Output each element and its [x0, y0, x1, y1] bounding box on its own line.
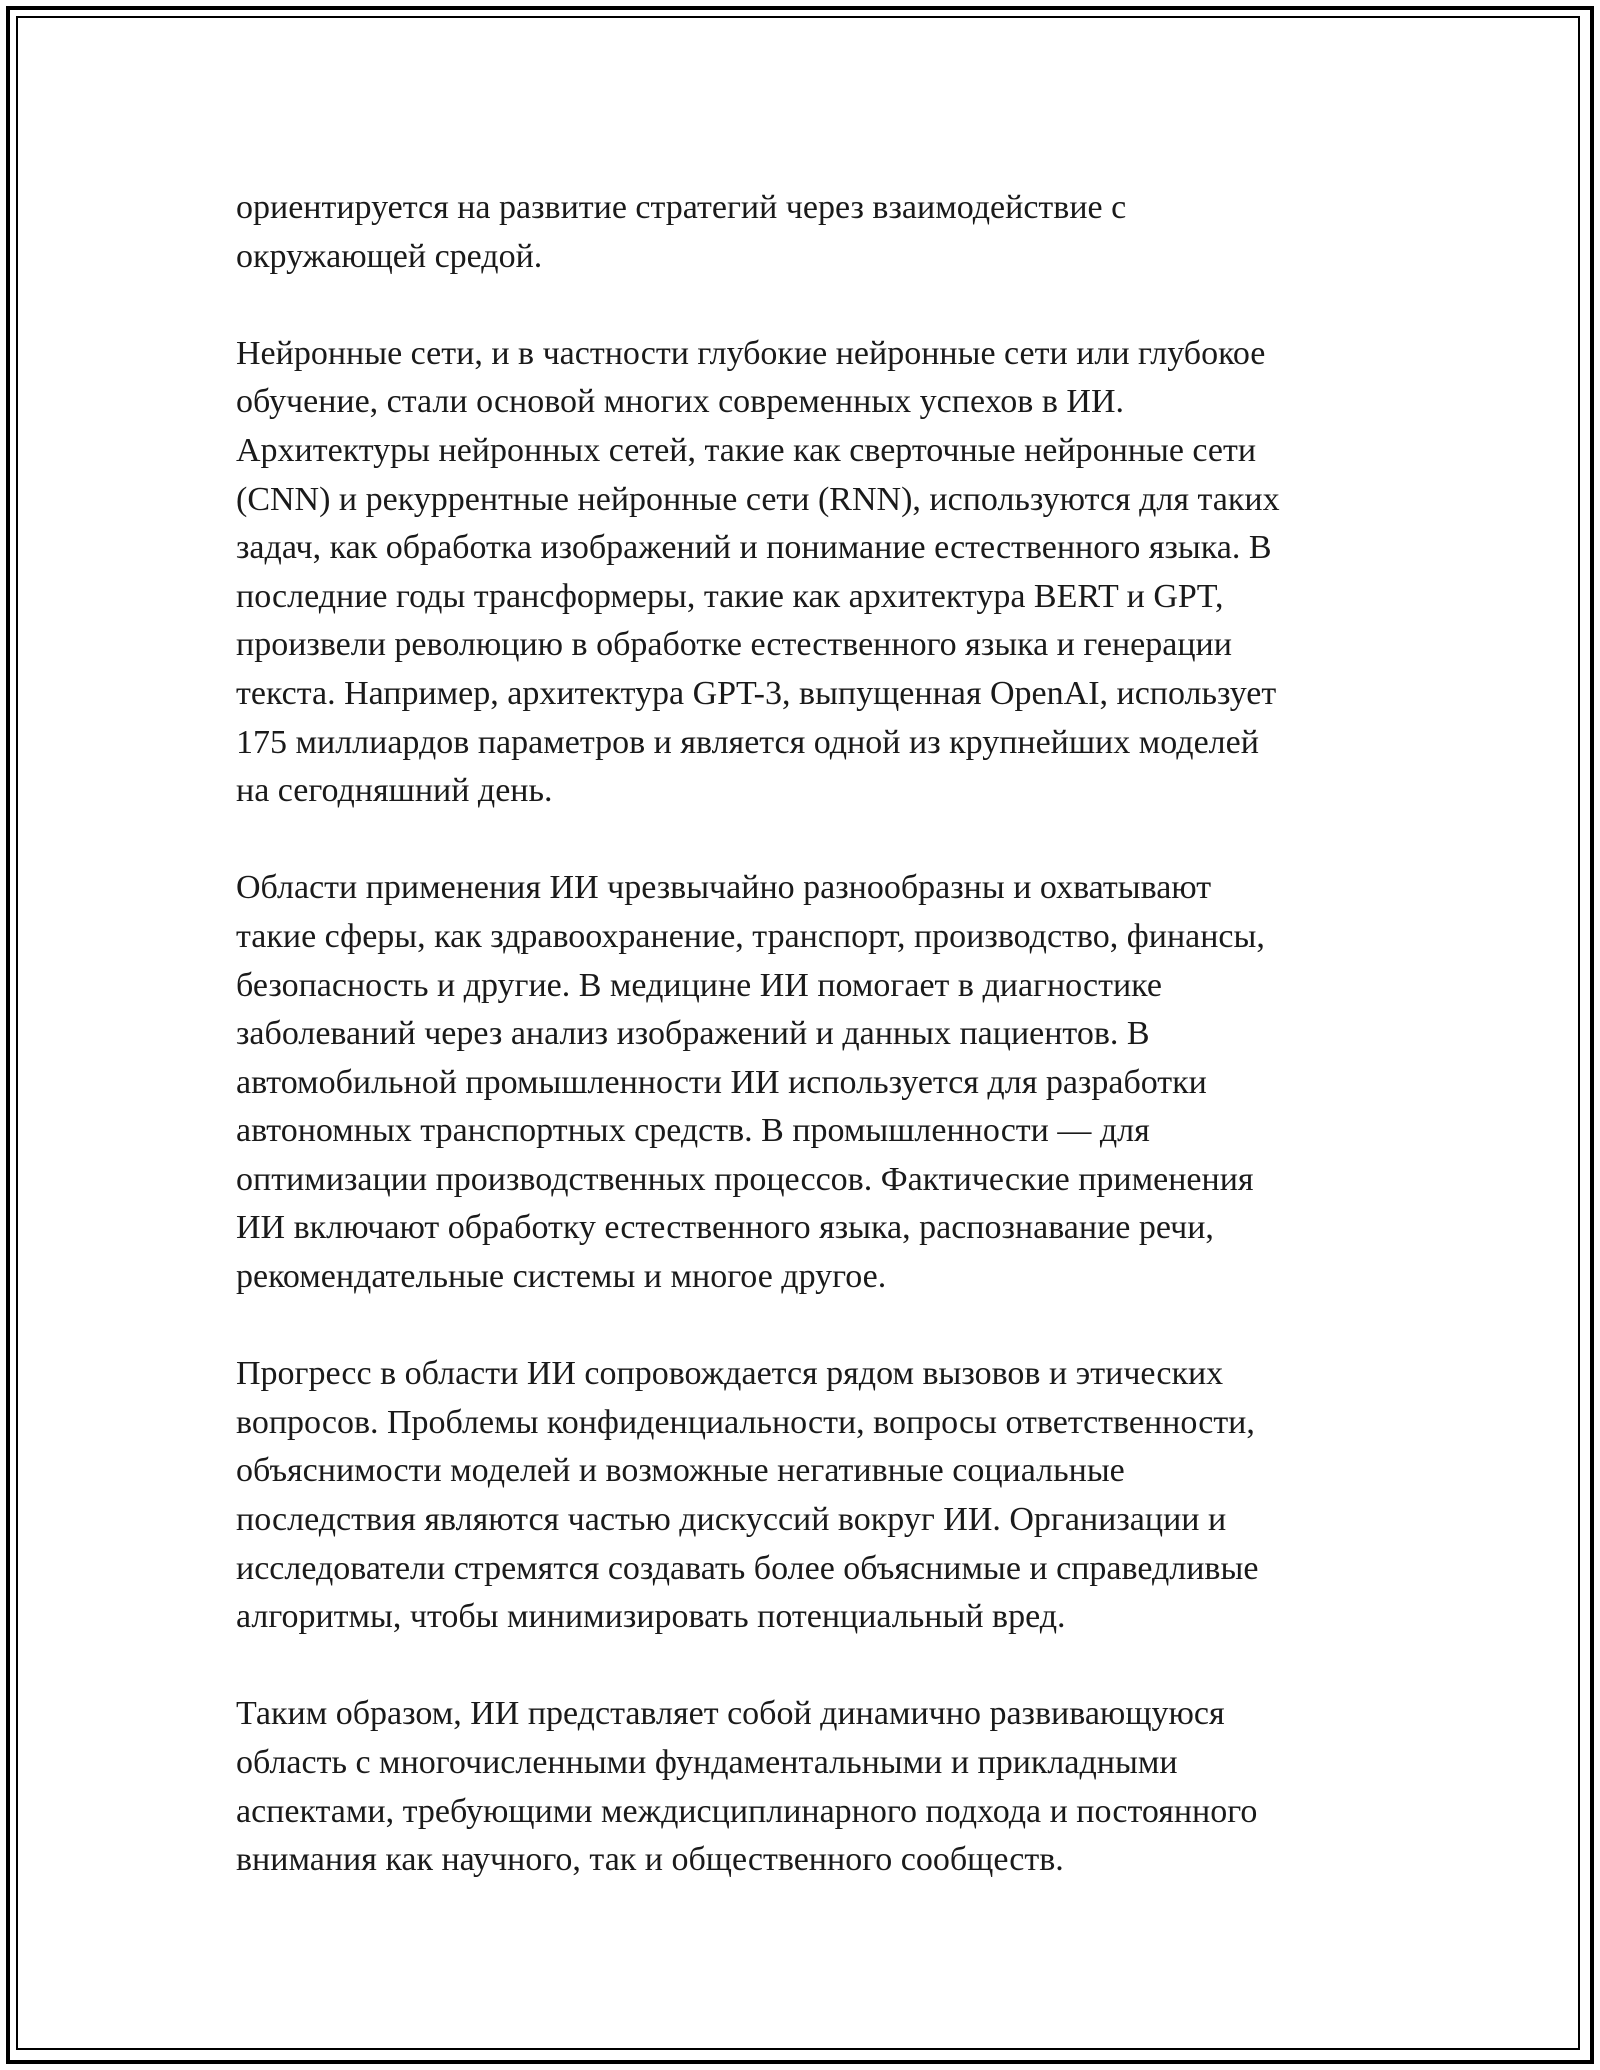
text-line: оптимизации производственных процессов. Фактические применения [236, 1160, 1254, 1198]
text-line: Нейронные сети, и в частности глубокие нейронные сети или глубокое [236, 334, 1266, 372]
text-line: рекомендательные системы и многое другое. [236, 1258, 887, 1296]
text-line: Области применения ИИ чрезвычайно разнообразны и охватывают [236, 869, 1212, 907]
text-line: область с многочисленными фундаментальными и прикладными [236, 1744, 1178, 1781]
text-line: объяснимости моделей и возможные негативные социальные [236, 1452, 1125, 1490]
text-line: вопросов. Проблемы конфиденциальности, вопросы ответственности, [236, 1403, 1255, 1441]
text-line: 175 миллиардов параметров и является одной из крупнейших моделей [236, 723, 1259, 761]
text-line: последствия являются частью дискуссий вокруг ИИ. Организации и [236, 1501, 1227, 1539]
paragraph-4 [236, 1350, 1386, 1642]
text-line: окружающей средой. [236, 237, 543, 275]
paragraph-2 [236, 330, 1386, 816]
text-line: произвели революцию в обработке естественного языка и генерации [236, 626, 1232, 664]
text-line: ИИ включают обработку естественного языка, распознавание речи, [236, 1209, 1214, 1247]
text-line: обучение, стали основой многих современных успехов в ИИ. [236, 383, 1125, 421]
text-line: ориентируется на развитие стратегий через взаимодействие с [236, 189, 1127, 226]
document-body [236, 184, 1386, 1933]
text-line: алгоритмы, чтобы минимизировать потенциальный вред. [236, 1598, 1066, 1636]
text-line: безопасность и другие. В медицине ИИ помогает в диагностике [236, 966, 1162, 1004]
text-line: последние годы трансформеры, такие как архитектура BERT и GPT, [236, 577, 1224, 615]
text-line: заболеваний через анализ изображений и данных пациентов. В [236, 1015, 1150, 1053]
text-line: на сегодняшний день. [236, 772, 553, 810]
paragraph-1 [236, 184, 1386, 281]
text-line: Архитектуры нейронных сетей, такие как сверточные нейронные сети [236, 431, 1257, 469]
text-line: автономных транспортных средств. В промышленности — для [236, 1112, 1150, 1150]
text-line: текста. Например, архитектура GPT-3, выпущенная OpenAI, использует [236, 674, 1277, 712]
paragraph-5 [236, 1690, 1386, 1884]
text-line: задач, как обработка изображений и понимание естественного языка. В [236, 529, 1272, 567]
text-line: исследователи стремятся создавать более объяснимые и справедливые [236, 1549, 1259, 1587]
text-line: Таким образом, ИИ представляет собой динамично развивающуюся [236, 1695, 1225, 1733]
text-line: Прогресс в области ИИ сопровождается рядом вызовов и этических [236, 1355, 1224, 1393]
paragraph-3 [236, 864, 1386, 1301]
text-line: автомобильной промышленности ИИ используется для разработки [236, 1063, 1207, 1101]
text-line: внимания как научного, так и общественного сообществ. [236, 1841, 1064, 1879]
text-line: такие сферы, как здравоохранение, транспорт, производство, финансы, [236, 917, 1265, 955]
text-line: аспектами, требующими междисциплинарного подхода и постоянного [236, 1792, 1258, 1830]
text-line: (CNN) и рекуррентные нейронные сети (RNN), используются для таких [236, 480, 1280, 518]
